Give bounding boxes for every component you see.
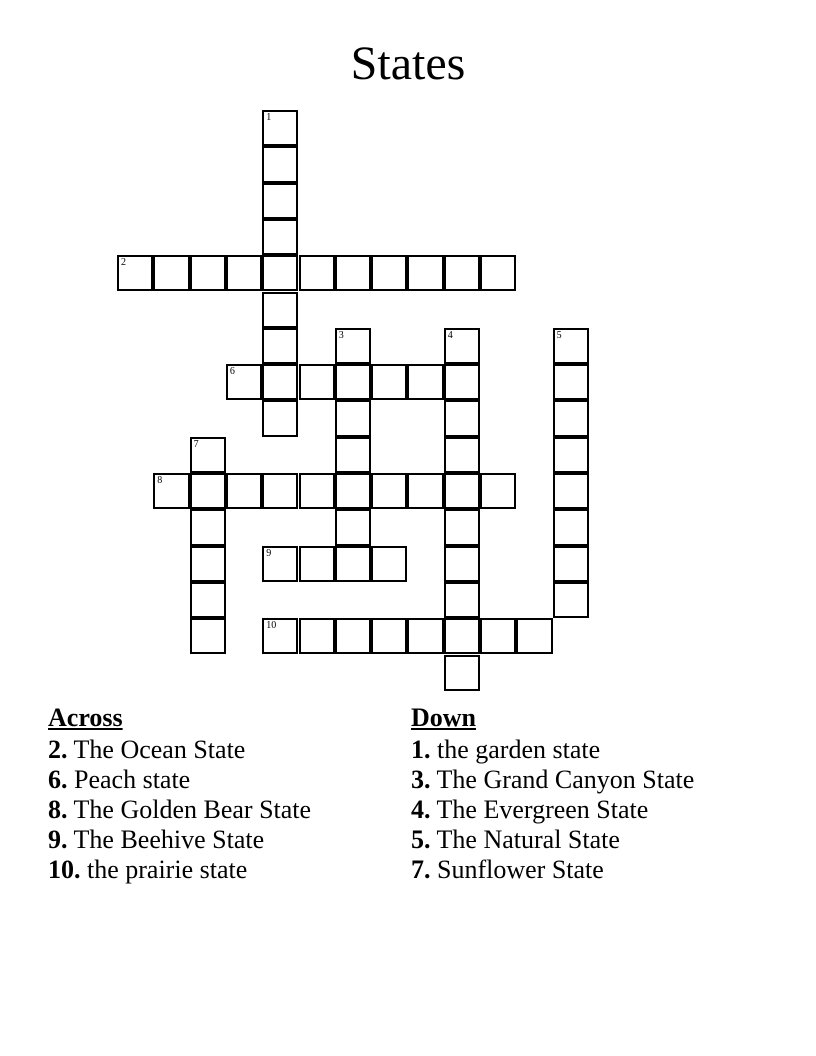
grid-cell[interactable] <box>226 473 262 509</box>
grid-cell[interactable] <box>371 364 407 400</box>
grid-cell[interactable] <box>480 618 516 654</box>
grid-cell[interactable] <box>299 473 335 509</box>
clue-across-6 <box>48 765 311 795</box>
grid-cell[interactable] <box>335 328 371 364</box>
grid-cell[interactable] <box>335 509 371 545</box>
clue-number: 1. <box>411 735 431 764</box>
clue-text: Peach state <box>74 765 191 794</box>
grid-cell[interactable] <box>444 655 480 691</box>
cell-number: 5 <box>556 329 562 341</box>
grid-cell[interactable] <box>444 437 480 473</box>
grid-cell[interactable] <box>444 582 480 618</box>
crossword-grid <box>117 110 597 700</box>
grid-cell[interactable] <box>371 255 407 291</box>
grid-cell[interactable] <box>553 582 589 618</box>
grid-cell[interactable] <box>262 146 298 182</box>
grid-cell[interactable] <box>480 473 516 509</box>
clue-across-10 <box>48 855 311 885</box>
clue-number: 10. <box>48 855 81 884</box>
down-heading: Down <box>411 703 477 732</box>
grid-cell[interactable] <box>262 473 298 509</box>
grid-cell[interactable] <box>553 328 589 364</box>
clue-number: 6. <box>48 765 68 794</box>
clue-down-7 <box>411 855 694 885</box>
clue-text: The Grand Canyon State <box>436 765 695 794</box>
grid-cell[interactable] <box>553 364 589 400</box>
cell-number: 8 <box>157 475 163 486</box>
across-clues <box>48 703 311 885</box>
clue-number: 2. <box>48 735 68 764</box>
grid-cell[interactable] <box>299 364 335 400</box>
clue-number: 8. <box>48 795 68 824</box>
grid-cell[interactable] <box>407 618 443 654</box>
grid-cell[interactable] <box>480 255 516 291</box>
grid-cell[interactable] <box>444 328 480 364</box>
grid-cell[interactable] <box>335 618 371 654</box>
clue-text: Sunflower State <box>437 855 604 884</box>
grid-cell[interactable] <box>444 255 480 291</box>
grid-cell[interactable] <box>553 546 589 582</box>
grid-cell[interactable] <box>553 473 589 509</box>
grid-cell[interactable] <box>190 509 226 545</box>
grid-cell[interactable] <box>299 546 335 582</box>
clue-down-5 <box>411 825 694 855</box>
grid-cell[interactable] <box>407 473 443 509</box>
grid-cell[interactable] <box>190 473 226 509</box>
grid-cell[interactable] <box>371 546 407 582</box>
grid-cell[interactable] <box>153 473 189 509</box>
grid-cell[interactable] <box>190 437 226 473</box>
grid-cell[interactable] <box>190 618 226 654</box>
grid-cell[interactable] <box>444 618 480 654</box>
clue-text: The Evergreen State <box>436 795 649 824</box>
cell-number: 3 <box>338 329 344 341</box>
grid-cell[interactable] <box>226 364 262 400</box>
grid-cell[interactable] <box>444 364 480 400</box>
grid-cell[interactable] <box>335 473 371 509</box>
cell-number: 10 <box>266 620 277 632</box>
clue-across-9 <box>48 825 311 855</box>
grid-cell[interactable] <box>299 255 335 291</box>
grid-cell[interactable] <box>226 255 262 291</box>
page-title: States <box>350 37 466 90</box>
clue-across-8 <box>48 795 311 825</box>
grid-cell[interactable] <box>190 582 226 618</box>
clue-number: 5. <box>411 825 431 854</box>
grid-cell[interactable] <box>153 255 189 291</box>
grid-cell[interactable] <box>516 618 552 654</box>
grid-cell[interactable] <box>444 473 480 509</box>
grid-cell[interactable] <box>335 400 371 436</box>
clue-text: The Beehive State <box>73 825 265 854</box>
clue-text: The Golden Bear State <box>73 795 312 824</box>
cell-number: 4 <box>447 329 453 341</box>
grid-cell[interactable] <box>190 546 226 582</box>
grid-cell[interactable] <box>371 473 407 509</box>
grid-cell[interactable] <box>262 618 298 654</box>
grid-cell[interactable] <box>190 255 226 291</box>
grid-cell[interactable] <box>262 183 298 219</box>
grid-cell[interactable] <box>553 509 589 545</box>
clue-down-1 <box>411 735 694 765</box>
clue-number: 3. <box>411 765 431 794</box>
grid-cell[interactable] <box>262 328 298 364</box>
cell-number: 6 <box>229 366 235 378</box>
clue-number: 9. <box>48 825 68 854</box>
across-heading: Across <box>48 703 123 732</box>
grid-cell[interactable] <box>299 618 335 654</box>
grid-cell[interactable] <box>262 292 298 328</box>
grid-cell[interactable] <box>371 618 407 654</box>
grid-cell[interactable] <box>117 255 153 291</box>
grid-cell[interactable] <box>335 364 371 400</box>
grid-cell[interactable] <box>407 255 443 291</box>
clue-number: 4. <box>411 795 431 824</box>
cell-number: 7 <box>193 438 199 450</box>
clue-text: the garden state <box>437 735 601 764</box>
clue-down-4 <box>411 795 694 825</box>
grid-cell[interactable] <box>262 219 298 255</box>
grid-cell[interactable] <box>407 364 443 400</box>
clue-down-3 <box>411 765 694 795</box>
grid-cell[interactable] <box>262 110 298 146</box>
cell-number: 1 <box>266 112 272 123</box>
cell-number: 2 <box>121 257 126 269</box>
clue-number: 7. <box>411 855 431 884</box>
grid-cell[interactable] <box>444 546 480 582</box>
clue-text: the prairie state <box>87 855 248 884</box>
grid-cell[interactable] <box>553 437 589 473</box>
grid-cell[interactable] <box>335 255 371 291</box>
clue-text: The Ocean State <box>73 735 246 764</box>
clue-text: The Natural State <box>436 825 620 854</box>
grid-cell[interactable] <box>262 400 298 436</box>
grid-cell[interactable] <box>262 546 298 582</box>
down-clues <box>411 703 694 885</box>
grid-cell[interactable] <box>444 509 480 545</box>
clue-across-2 <box>48 735 311 765</box>
grid-cell[interactable] <box>335 546 371 582</box>
grid-cell[interactable] <box>262 364 298 400</box>
cell-number: 9 <box>266 547 272 559</box>
grid-cell[interactable] <box>335 437 371 473</box>
grid-cell[interactable] <box>553 400 589 436</box>
grid-cell[interactable] <box>444 400 480 436</box>
grid-cell[interactable] <box>262 255 298 291</box>
